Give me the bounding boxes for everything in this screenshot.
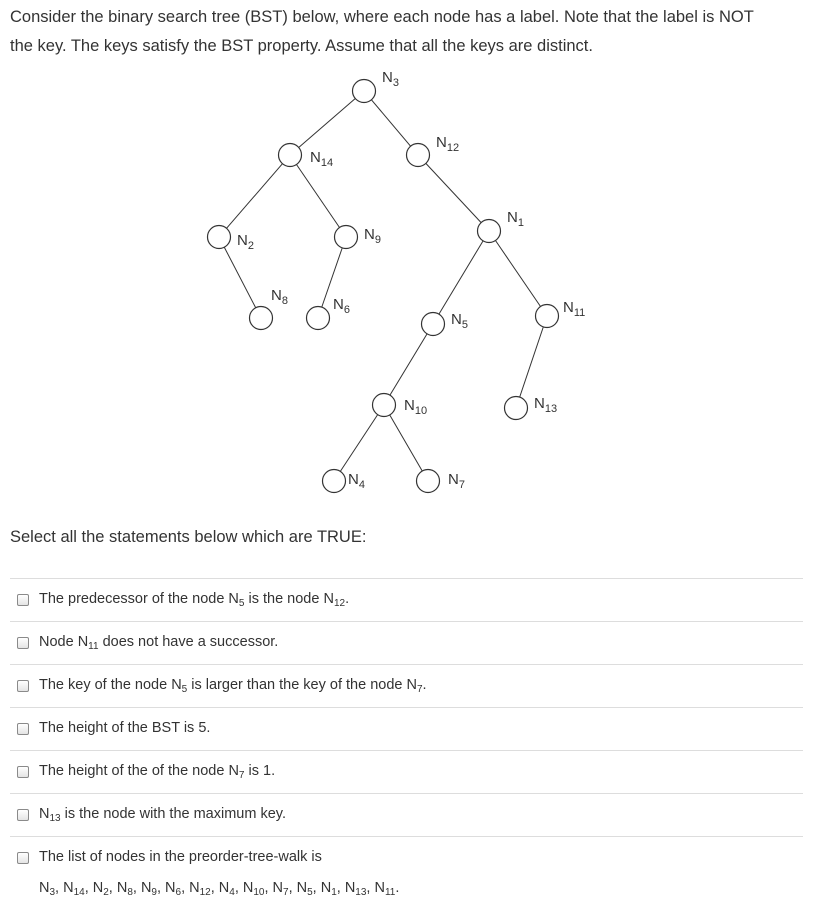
answer-option-3[interactable] <box>10 664 803 707</box>
option-text-part: . <box>422 677 427 693</box>
question-line-1: Consider the binary search tree (BST) below, where each node has a label. Note that the label is NOT <box>10 8 754 26</box>
option-text-part: The height of the BST is 5. <box>39 720 211 736</box>
option-text-part: , N <box>108 880 128 896</box>
question-line-2: the key. The keys satisfy the BST property. Assume that all the keys are distinct. <box>10 37 593 55</box>
option-text-part: , N <box>234 880 254 896</box>
option-label[interactable] <box>39 763 275 779</box>
node-label-N5: $N_5$ <box>451 311 468 331</box>
edge-N14-N9 <box>296 164 339 227</box>
edge-N10-N7 <box>390 415 422 471</box>
option-text-part: , N <box>84 880 104 896</box>
option-text-part: 12 <box>333 598 346 609</box>
option-label-continued[interactable] <box>39 880 399 896</box>
node-label-N6: $N_6$ <box>333 296 350 316</box>
option-text-part: The predecessor of the node N <box>39 591 239 607</box>
tree-node-N8 <box>250 307 273 330</box>
edge-N3-N14 <box>299 99 356 148</box>
answer-option-1[interactable] <box>10 578 803 621</box>
option-text-part: 12 <box>199 887 211 898</box>
option-text-part: , N <box>336 880 356 896</box>
option-text-part: , N <box>264 880 284 896</box>
edge-N3-N12 <box>371 100 410 146</box>
option-text-part: . <box>395 880 400 896</box>
option-checkbox[interactable] <box>17 637 29 649</box>
option-text-part: , N <box>55 880 74 896</box>
option-text-part: 8 <box>127 887 133 898</box>
tree-node-N12 <box>407 144 430 167</box>
option-text-part: 5 <box>238 598 245 609</box>
tree-node-N4 <box>323 470 346 493</box>
option-label[interactable] <box>39 591 349 607</box>
option-text-part: is the node N <box>244 591 334 607</box>
node-label-N8: $N_8$ <box>271 287 288 307</box>
tree-node-N13 <box>505 397 528 420</box>
answer-option-6[interactable] <box>10 793 803 836</box>
option-text-part: , N <box>366 880 385 896</box>
answer-option-2[interactable] <box>10 621 803 664</box>
option-label[interactable] <box>39 677 427 693</box>
tree-node-N11 <box>536 305 559 328</box>
option-text-part: , N <box>288 880 308 896</box>
node-label-N1: $N_1$ <box>507 209 524 229</box>
tree-node-N1 <box>478 220 501 243</box>
option-text-part: 6 <box>175 887 182 898</box>
answer-options <box>10 578 803 907</box>
node-label-N7: $N_7$ <box>448 471 465 491</box>
option-label[interactable] <box>39 806 286 822</box>
tree-node-N2 <box>208 226 231 249</box>
edge-N10-N4 <box>340 415 377 472</box>
option-text-part: 7 <box>283 887 289 898</box>
node-label-N4: $N_4$ <box>348 471 365 491</box>
edge-N5-N10 <box>390 334 427 395</box>
option-text-part: , N <box>132 880 152 896</box>
option-text-part: 13 <box>49 813 61 824</box>
option-text-part: 5 <box>307 887 313 898</box>
option-text-part: , N <box>181 880 200 896</box>
option-text-part: is 1. <box>244 763 276 779</box>
option-label[interactable] <box>39 720 210 736</box>
option-text-part: 11 <box>384 887 396 898</box>
option-text-part: 1 <box>331 887 337 898</box>
answer-option-4[interactable] <box>10 707 803 750</box>
node-label-N9: $N_9$ <box>364 226 381 246</box>
option-text-part: 3 <box>49 887 56 898</box>
option-text-part: 11 <box>88 641 99 652</box>
option-text-part: The list of nodes in the preorder-tree-walk is <box>39 849 322 865</box>
option-text-part: . <box>345 591 350 607</box>
edge-N1-N5 <box>439 241 483 314</box>
edge-N14-N2 <box>227 164 283 229</box>
option-text-part: 9 <box>151 887 157 898</box>
tree-node-N14 <box>279 144 302 167</box>
tree-node-N5 <box>422 313 445 336</box>
option-text-part: , N <box>210 880 230 896</box>
option-label[interactable] <box>39 634 278 650</box>
option-text-part: N <box>39 880 50 896</box>
option-text-part: The height of the of the node N <box>39 763 239 779</box>
option-text-part: 7 <box>416 684 423 695</box>
edge-N12-N1 <box>426 163 481 222</box>
option-text-part: The key of the node N <box>39 677 182 693</box>
option-text-part: 7 <box>238 770 245 781</box>
option-text-part: does not have a successor. <box>98 634 279 650</box>
answer-option-7[interactable] <box>10 836 803 907</box>
option-text-part: is larger than the key of the node N <box>187 677 417 693</box>
option-checkbox[interactable] <box>17 594 29 606</box>
option-text-part: Node N <box>39 634 89 650</box>
edge-N11-N13 <box>520 327 544 397</box>
option-text-part: 4 <box>229 887 235 898</box>
option-checkbox[interactable] <box>17 723 29 735</box>
node-label-N13: $N_{13}$ <box>534 395 558 415</box>
instruction-text: Select all the statements below which are TRUE: <box>10 528 367 546</box>
option-text-part: , N <box>312 880 332 896</box>
answer-option-5[interactable] <box>10 750 803 793</box>
node-label-N3: $N_3$ <box>382 69 399 89</box>
option-checkbox[interactable] <box>17 809 29 821</box>
edge-N1-N11 <box>495 240 540 306</box>
node-label-N12: $N_{12}$ <box>436 134 460 154</box>
node-label-N10: $N_{10}$ <box>404 397 428 417</box>
option-text-part: 13 <box>355 887 367 898</box>
option-text-part: 2 <box>103 887 109 898</box>
tree-node-N7 <box>417 470 440 493</box>
option-text-part: 14 <box>73 887 85 898</box>
option-text-part: 10 <box>253 887 265 898</box>
option-text-part: , N <box>156 880 176 896</box>
tree-node-N10 <box>373 394 396 417</box>
tree-node-N3 <box>353 80 376 103</box>
option-label[interactable] <box>39 849 322 865</box>
option-checkbox[interactable] <box>17 852 29 864</box>
tree-node-N9 <box>335 226 358 249</box>
option-checkbox[interactable] <box>17 766 29 778</box>
node-label-N2: $N_2$ <box>237 232 254 252</box>
option-text-part: 5 <box>181 684 188 695</box>
option-text-part: N <box>39 806 50 822</box>
node-label-N14: $N_{14}$ <box>310 149 334 169</box>
option-text-part: is the node with the maximum key. <box>60 806 286 822</box>
tree-node-N6 <box>307 307 330 330</box>
option-checkbox[interactable] <box>17 680 29 692</box>
node-label-N11: $N_{11}$ <box>563 299 586 319</box>
edge-N2-N8 <box>224 247 255 308</box>
